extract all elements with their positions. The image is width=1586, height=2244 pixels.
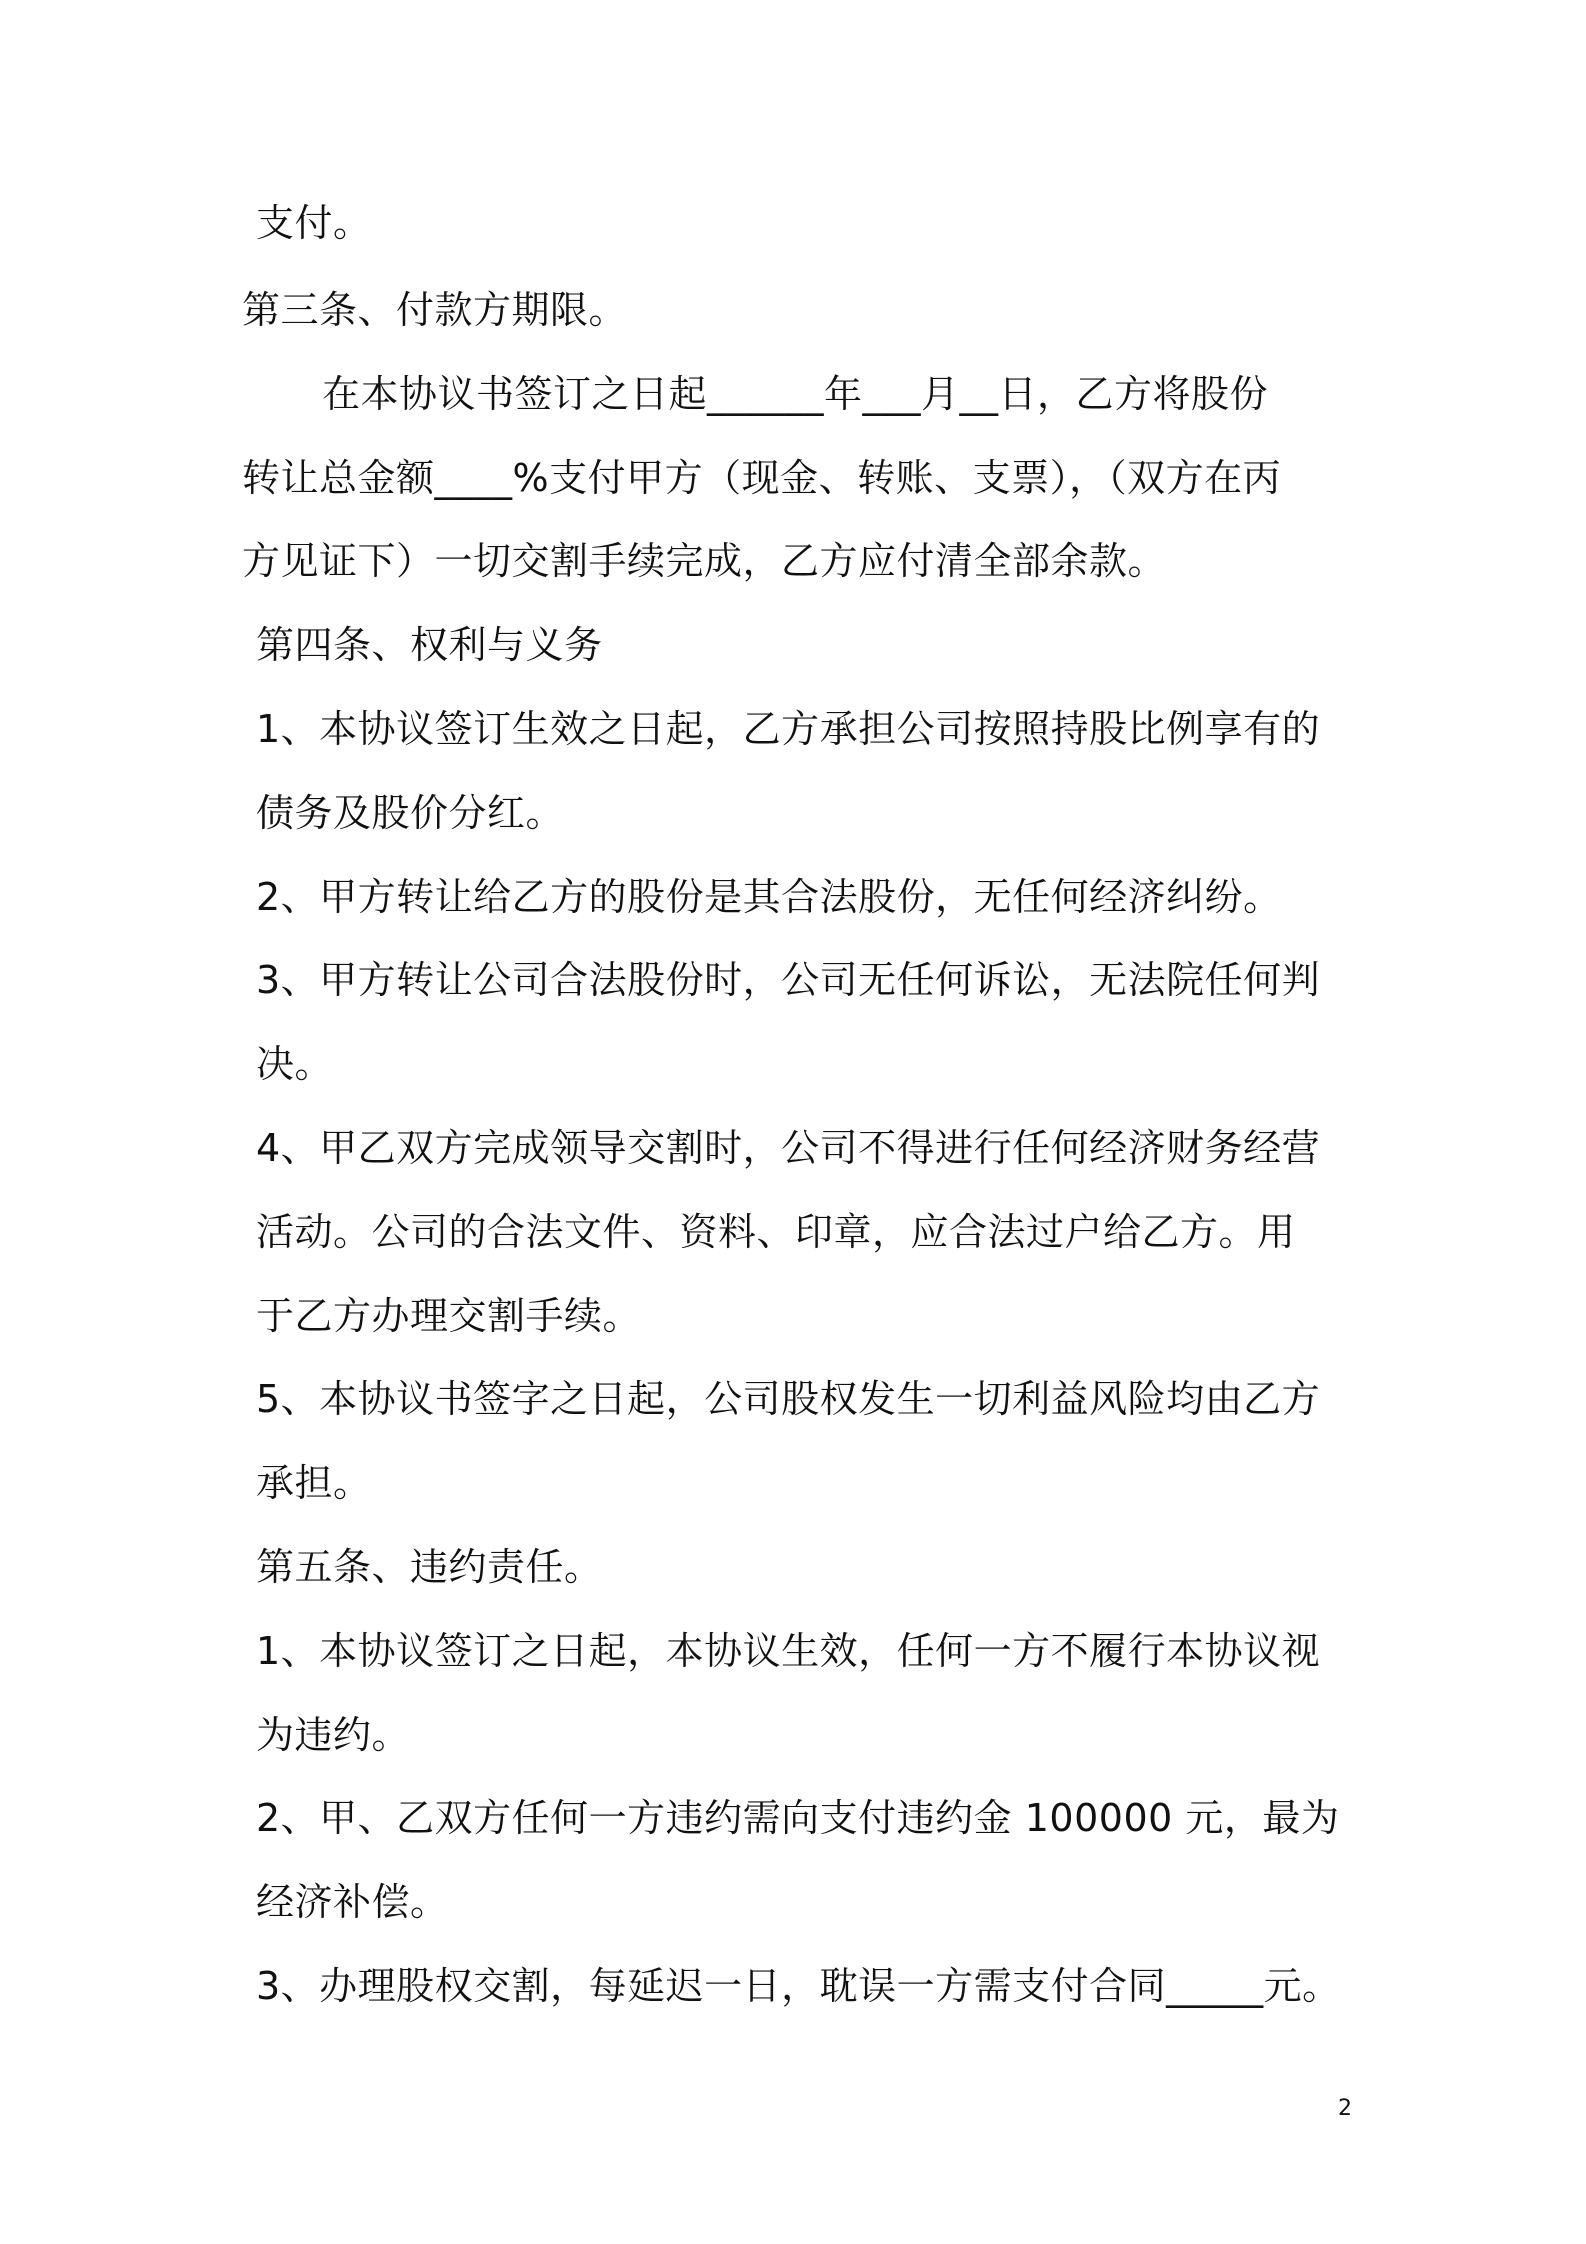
text-line: 3、甲方转让公司合法股份时，公司无任何诉讼，无法院任何判 bbox=[256, 958, 1321, 1002]
text-line: 2、甲、乙双方任何一方违约需向支付违约金 100000 元，最为 bbox=[256, 1796, 1340, 1840]
text-line: 为违约。 bbox=[256, 1713, 411, 1757]
text-line: 支付。 bbox=[256, 201, 372, 245]
text-line: 经济补偿。 bbox=[256, 1880, 449, 1924]
text-line: 方见证下）一切交割手续完成，乙方应付清全部余款。 bbox=[242, 539, 1167, 583]
text-line: 债务及股价分红。 bbox=[256, 791, 565, 835]
text-line: 决。 bbox=[256, 1042, 334, 1086]
page-number: 2 bbox=[1338, 2096, 1352, 2121]
text-line: 在本协议书签订之日起______年___月__日，乙方将股份 bbox=[322, 372, 1269, 416]
text-line: 活动。公司的合法文件、资料、印章，应合法过户给乙方。用 bbox=[256, 1210, 1296, 1254]
text-line: 2、甲方转让给乙方的股份是其合法股份，无任何经济纠纷。 bbox=[256, 875, 1282, 919]
text-line: 承担。 bbox=[256, 1461, 372, 1505]
section-heading: 第五条、违约责任。 bbox=[256, 1545, 603, 1589]
text-line: 1、本协议签订生效之日起，乙方承担公司按照持股比例享有的 bbox=[256, 707, 1321, 751]
text-line: 3、办理股权交割，每延迟一日，耽误一方需支付合同_____元。 bbox=[256, 1964, 1341, 2008]
section-heading: 第四条、权利与义务 bbox=[256, 623, 603, 667]
text-line: 5、本协议书签字之日起，公司股权发生一切利益风险均由乙方 bbox=[256, 1377, 1321, 1421]
text-line: 4、甲乙双方完成领导交割时，公司不得进行任何经济财务经营 bbox=[256, 1126, 1321, 1170]
text-line: 1、本协议签订之日起，本协议生效，任何一方不履行本协议视 bbox=[256, 1629, 1321, 1673]
text-line: 于乙方办理交割手续。 bbox=[256, 1294, 642, 1338]
text-line: 转让总金额____%支付甲方（现金、转账、支票），（双方在丙 bbox=[242, 456, 1282, 500]
section-heading: 第三条、付款方期限。 bbox=[242, 288, 628, 332]
